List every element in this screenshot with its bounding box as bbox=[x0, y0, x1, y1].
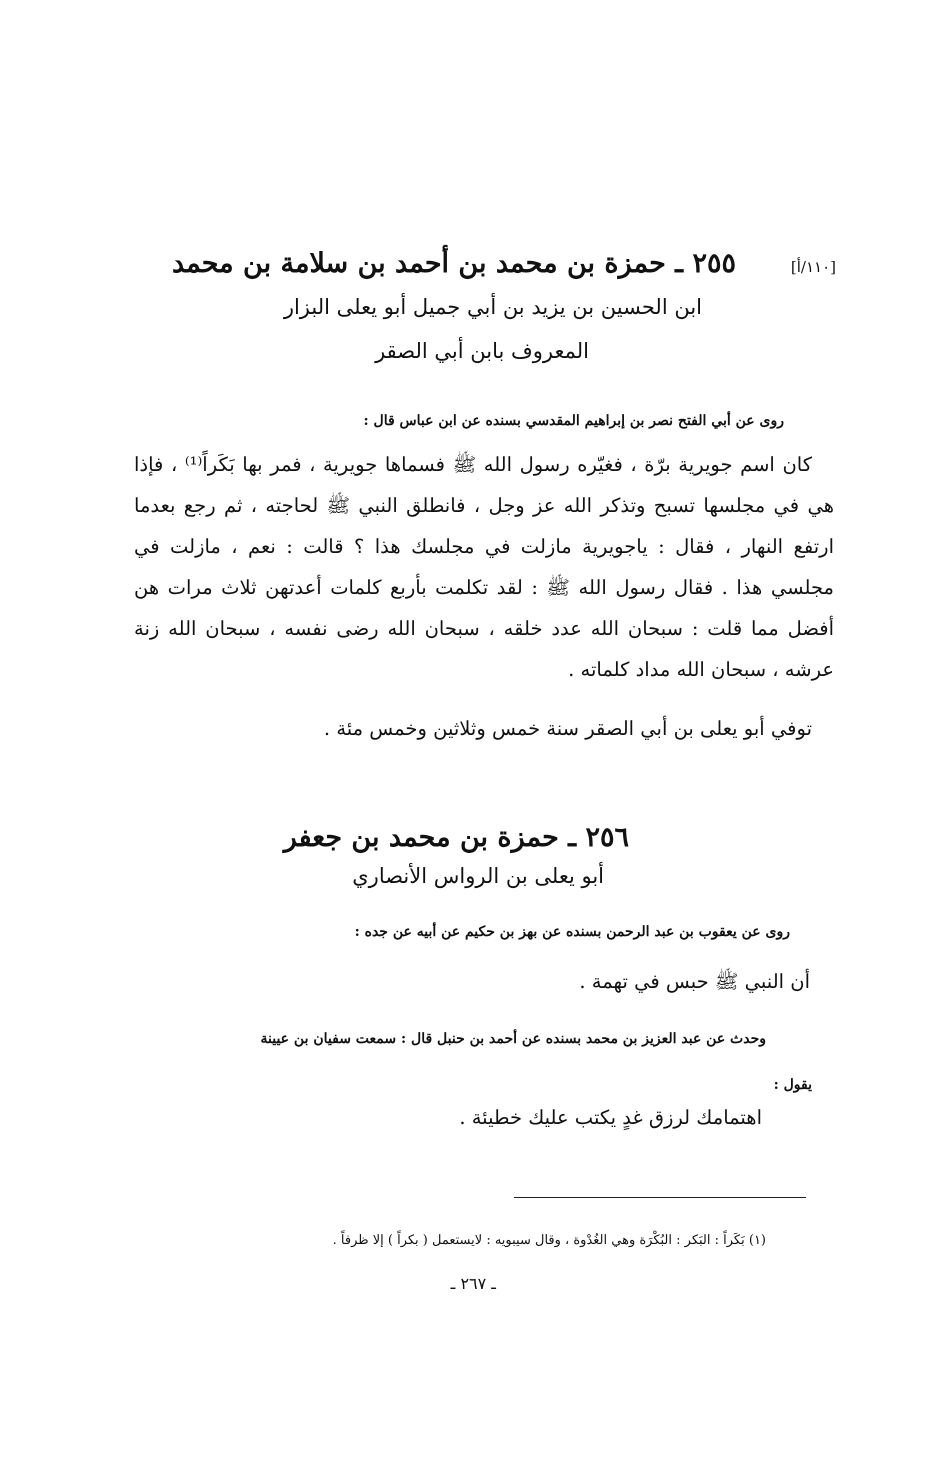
entry-255-hadith: كان اسم جويرية برّة ، فغيّره رسول الله ﷺ فسماها جويرية ، فمر بها بَكَراً⁽¹⁾ ، فإذا هي في مجلسها تسبح وتذكر الله عز وجل ، فانطلق النبي ﷺ لحاجته ، ثم رجع بعدما ارتفع النهار ، فقال : ياجويرية مازلت في مجلسك هذا ؟ قالت : نعم ، مازلت في مجلسي هذا . فقال رسول الله ﷺ : لقد تكلمت بأربع كلمات أعدتهن ثلاث مرات هن أفضل مما قلت : سبحان الله عدد خلقه ، سبحان الله رضى نفسه ، سبحان الله زنة عرشه ، سبحان الله مداد كلماته . bbox=[134, 453, 834, 681]
entry-256-isnad-2-continued: يقول : bbox=[773, 1077, 812, 1093]
manuscript-folio-note: [١١٠/أ] bbox=[790, 258, 836, 276]
entry-255-isnad: روى عن أبي الفتح نصر بن إبراهيم المقدسي بسنده عن ابن عباس قال : bbox=[363, 413, 784, 429]
entry-255-subtitle-1: ابن الحسين بن يزيد بن أبي جميل أبو يعلى البزار bbox=[283, 295, 702, 319]
entry-256-hadith-1: أن النبي ﷺ حبس في تهمة . bbox=[579, 970, 810, 993]
footnote-1: (١) بَكَراً : البَكر : البُكْرَة وهي الغُدْوة ، وقال سيبويه : لايستعمل ( بكراً ) إلا ظرفاً . bbox=[332, 1233, 766, 1248]
footnote-separator bbox=[514, 1197, 806, 1198]
page-number: ـ ٢٦٧ ـ bbox=[450, 1274, 496, 1293]
entry-256-isnad-2: وحدث عن عبد العزيز بن محمد بسنده عن أحمد بن حنبل قال : سمعت سفيان بن عيينة bbox=[260, 1031, 766, 1047]
entry-255-title: ٢٥٥ ـ حمزة بن محمد بن أحمد بن سلامة بن محمد bbox=[171, 248, 736, 279]
entry-255-death-note: توفي أبو يعلى بن أبي الصقر سنة خمس وثلاثين وخمس مئة . bbox=[323, 717, 812, 740]
entry-256-saying: اهتمامك لرزق غدٍ يكتب عليك خطيئة . bbox=[459, 1106, 762, 1129]
entry-256-title: ٢٥٦ ـ حمزة بن محمد بن جعفر bbox=[283, 822, 629, 853]
entry-255-subtitle-2: المعروف بابن أبي الصقر bbox=[375, 339, 589, 363]
entry-256-isnad-1: روى عن يعقوب بن عبد الرحمن بسنده عن بهز بن حكيم عن أبيه عن جده : bbox=[354, 924, 790, 940]
entry-256-subtitle: أبو يعلى بن الرواس الأنصاري bbox=[352, 864, 604, 888]
